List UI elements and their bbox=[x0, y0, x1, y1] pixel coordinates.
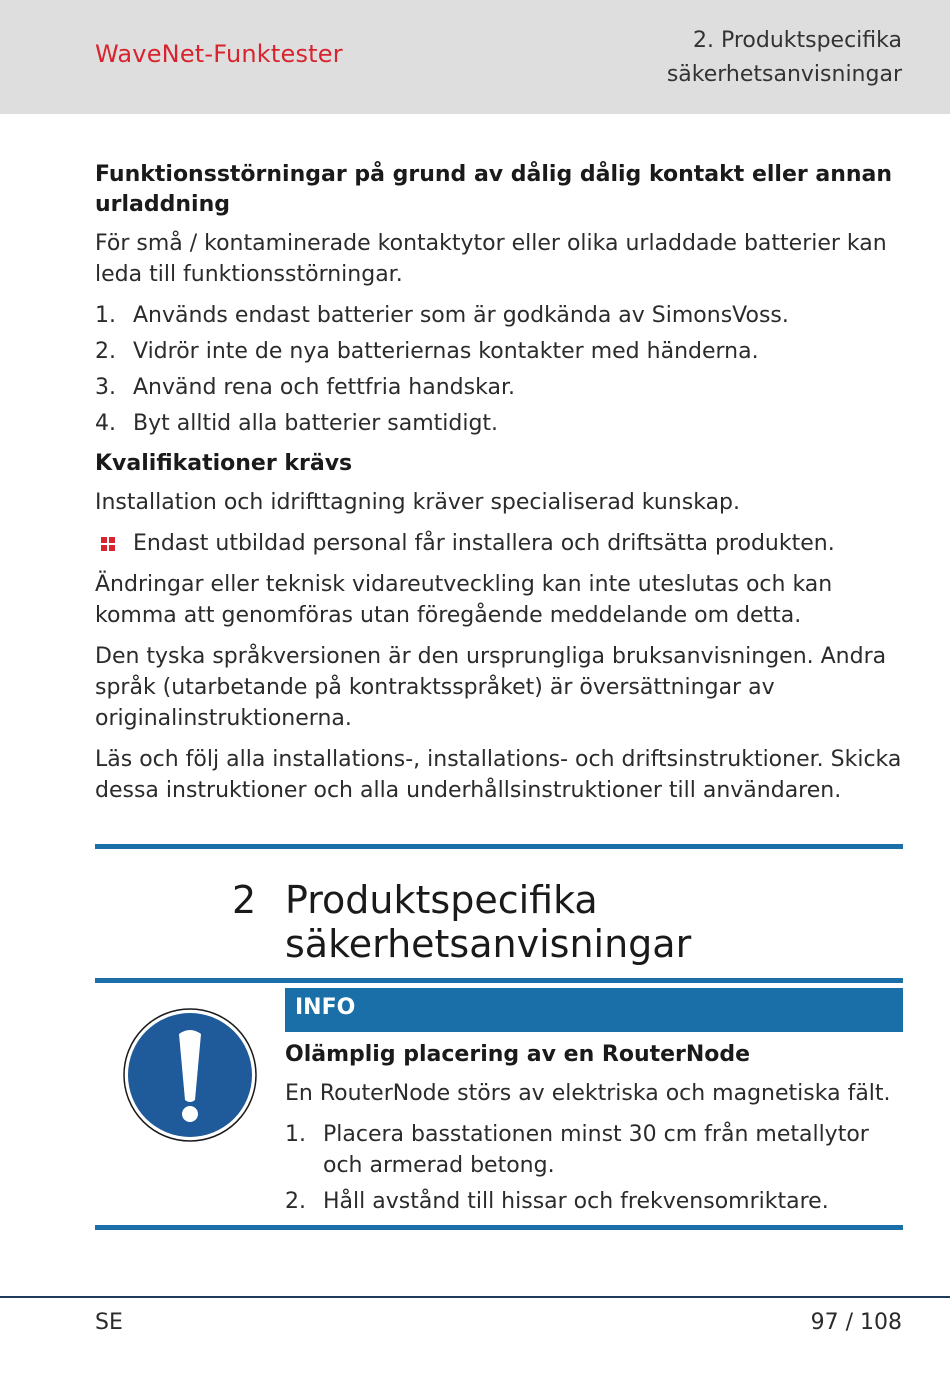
chapter-title bbox=[285, 878, 885, 966]
list-item bbox=[95, 300, 905, 331]
red-squares-bullet-icon bbox=[101, 537, 115, 551]
paragraph-instructions: Läs och följ alla installations-, installations- och driftsinstruktioner. Skicka dessa instruktioner och alla underhållsinstruktioner till användaren. bbox=[95, 747, 902, 803]
list-number: 4. bbox=[95, 411, 116, 436]
section-heading-qualifications: Kvalifikationer krävs bbox=[95, 451, 353, 476]
list-text: Används endast batterier som är godkända av SimonsVoss. bbox=[133, 303, 789, 328]
section-heading-malfunction: Funktionsstörningar på grund av dålig dålig kontakt eller annan urladdning bbox=[95, 162, 893, 217]
info-intro: En RouterNode störs av elektriska och magnetiska fält. bbox=[285, 1081, 891, 1106]
info-heading: Olämplig placering av en RouterNode bbox=[285, 1042, 751, 1067]
header-chapter bbox=[502, 24, 902, 92]
main-content bbox=[95, 160, 905, 816]
divider-info-bottom bbox=[95, 1225, 903, 1230]
exclamation-circle-icon bbox=[123, 1008, 257, 1142]
footer-divider bbox=[0, 1296, 950, 1298]
list-item bbox=[95, 528, 905, 559]
page-number: 97 / 108 bbox=[810, 1310, 902, 1335]
chapter-title-line1: Produktspecifika bbox=[285, 878, 598, 922]
header-brand: WaveNet-Funktester bbox=[95, 40, 343, 68]
divider-top bbox=[95, 844, 903, 849]
list-text: Håll avstånd till hissar och frekvensomriktare. bbox=[323, 1189, 829, 1214]
page-header bbox=[0, 0, 950, 114]
section-intro-malfunction: För små / kontaminerade kontaktytor eller olika urladdade batterier kan leda till funktionsstörningar. bbox=[95, 231, 887, 287]
list-number: 3. bbox=[95, 375, 116, 400]
paragraph-changes: Ändringar eller teknisk vidareutveckling kan inte uteslutas och kan komma att genomföras utan föregående meddelande om detta. bbox=[95, 572, 833, 628]
divider-info-top bbox=[95, 978, 903, 983]
paragraph-language: Den tyska språkversionen är den ursprungliga bruksanvisningen. Andra språk (utarbetande på kontraktsspråket) är översättningar av originalinstruktionerna. bbox=[95, 644, 887, 731]
list-text: Använd rena och fettfria handskar. bbox=[133, 375, 515, 400]
header-chapter-line1: 2. Produktspecifika bbox=[692, 28, 902, 53]
chapter-title-line2: säkerhetsanvisningar bbox=[285, 922, 692, 966]
chapter-number: 2 bbox=[232, 878, 257, 922]
info-label: INFO bbox=[295, 995, 356, 1020]
list-text: Placera basstationen minst 30 cm från metallytor och armerad betong. bbox=[323, 1122, 869, 1178]
list-number: 2. bbox=[95, 339, 116, 364]
header-chapter-line2: säkerhetsanvisningar bbox=[666, 62, 902, 87]
list-item bbox=[95, 408, 905, 439]
list-item bbox=[95, 372, 905, 403]
info-banner bbox=[285, 988, 903, 1032]
section-intro-qualifications: Installation och idrifttagning kräver specialiserad kunskap. bbox=[95, 490, 741, 515]
list-text: Byt alltid alla batterier samtidigt. bbox=[133, 411, 499, 436]
list-item bbox=[95, 336, 905, 367]
info-body bbox=[285, 1040, 903, 1222]
footer-language: SE bbox=[95, 1310, 123, 1335]
list-number: 1. bbox=[95, 303, 116, 328]
list-number: 1. bbox=[285, 1122, 306, 1147]
list-number: 2. bbox=[285, 1189, 306, 1214]
list-text: Endast utbildad personal får installera och driftsätta produkten. bbox=[133, 531, 835, 556]
list-item bbox=[285, 1119, 903, 1181]
list-item bbox=[285, 1186, 903, 1217]
list-text: Vidrör inte de nya batteriernas kontakter med händerna. bbox=[133, 339, 759, 364]
